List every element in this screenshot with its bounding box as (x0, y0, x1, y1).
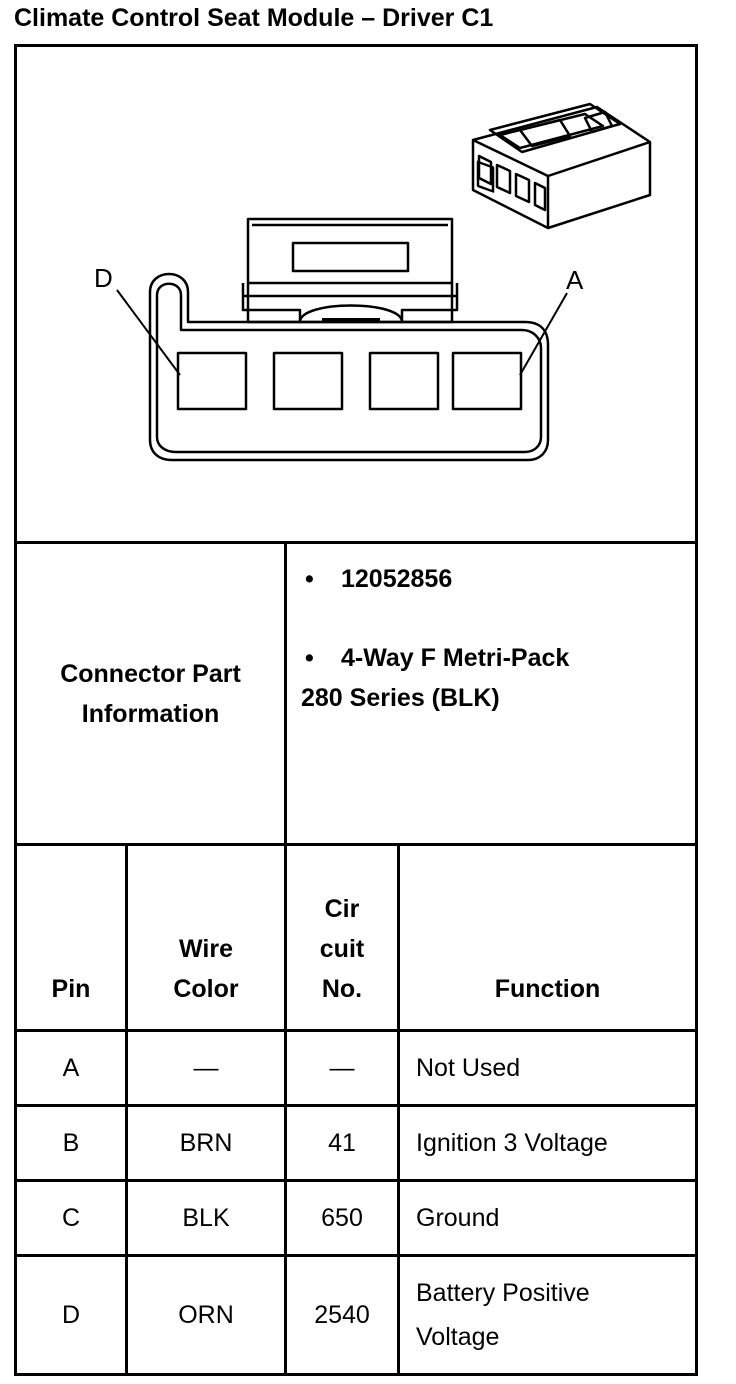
header-circuit-line1: Cir (324, 895, 360, 923)
page-title: Climate Control Seat Module – Driver C1 (14, 4, 494, 32)
table-row-d-circuit: 2540 (314, 1300, 370, 1329)
table-row-a-function: Not Used (416, 1053, 521, 1082)
header-wire-color (128, 846, 284, 1029)
table-row-d-function-line1: Battery Positive (416, 1279, 590, 1307)
connector-info-values (287, 544, 695, 843)
header-circuit-line3: No. (321, 975, 363, 1003)
table-row-d-pin: D (61, 1300, 81, 1329)
table-row-c-function: Ground (416, 1203, 500, 1232)
table-row-b-function: Ignition 3 Voltage (416, 1128, 608, 1157)
header-function (400, 846, 695, 1029)
table-row-c-circuit: 650 (321, 1203, 363, 1232)
connector-front-view (117, 219, 567, 460)
bullet-icon: • (305, 565, 314, 593)
connector-info-label-line1: Connector Part (60, 659, 241, 688)
table-row-d-function (400, 1257, 695, 1373)
connector-3d-icon (473, 104, 650, 228)
header-circuit-line2: cuit (319, 935, 365, 963)
table-row-d-wire-color: ORN (178, 1300, 234, 1329)
header-function-label: Function (494, 975, 601, 1003)
connector-info-label (17, 544, 284, 843)
cavity-d (178, 353, 246, 409)
cavity-a (453, 353, 521, 409)
header-pin-label: Pin (51, 975, 91, 1003)
cavity-b (370, 353, 438, 409)
table-row-b-wire-color: BRN (179, 1128, 233, 1157)
connector-info-label-line2: Information (81, 699, 220, 728)
pin-label-a: A (566, 265, 584, 295)
table-row-a-pin: A (62, 1053, 80, 1082)
table-row-c-wire-color: BLK (182, 1203, 230, 1232)
connector-description-line1: 4-Way F Metri-Pack (341, 644, 570, 672)
connector-diagram (17, 47, 695, 541)
table-row-c-pin: C (61, 1203, 81, 1232)
connector-description-line2: 280 Series (BLK) (301, 684, 500, 712)
header-wire-color-line1: Wire (179, 935, 233, 963)
connector-part-number: 12052856 (341, 565, 453, 593)
table-row-d-function-line2: Voltage (416, 1323, 500, 1351)
table-row-a-circuit: — (329, 1053, 355, 1082)
header-pin (17, 846, 125, 1029)
header-circuit-no (287, 846, 397, 1029)
table-row-a-wire-color: — (193, 1053, 219, 1082)
bullet-icon: • (305, 644, 314, 672)
cavity-c (274, 353, 342, 409)
pin-label-d: D (94, 263, 113, 293)
header-wire-color-line2: Color (173, 975, 239, 1003)
table-row-b-pin: B (62, 1128, 80, 1157)
table-row-b-circuit: 41 (328, 1128, 356, 1157)
